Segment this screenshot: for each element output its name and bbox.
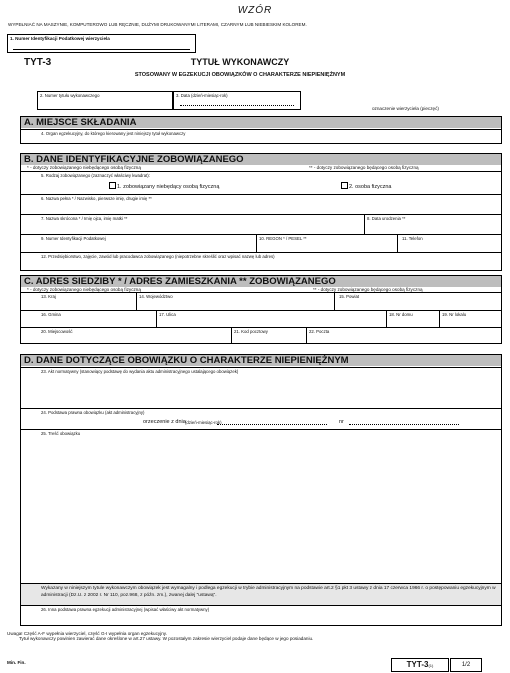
section-d-title: D. DANE DOTYCZĄCE OBOWIĄZKU O CHARAKTERZE NIEPIENIĘŻNYM bbox=[21, 355, 501, 366]
section-b bbox=[20, 153, 502, 271]
obligor-type-field bbox=[21, 171, 501, 194]
street-field[interactable] bbox=[156, 311, 386, 327]
date-label: 3. Data (dzień-miesiąc-rok) bbox=[176, 93, 228, 98]
ruling-date-input[interactable] bbox=[217, 424, 327, 425]
nip-input-line bbox=[13, 46, 190, 50]
section-a-title: A. MIEJSCE SKŁADANIA bbox=[21, 117, 501, 128]
obligation-content-label: 25. Treść obowiązku bbox=[41, 431, 81, 436]
enforcement-authority-label: 4. Organ egzekucyjny, do którego kierowany jest niniejszy tytuł wykonawczy bbox=[41, 131, 186, 136]
section-a bbox=[20, 116, 502, 144]
section-c-note-right: ** - dotyczy zobowiązanego będącego osobą fizyczną bbox=[313, 287, 423, 292]
page-number: 1/2 bbox=[450, 658, 482, 672]
short-name-row bbox=[21, 214, 501, 234]
normative-act-field[interactable] bbox=[21, 367, 501, 408]
title-number-label: 2. Numer tytułu wykonawczego bbox=[40, 93, 100, 98]
postal-code-label: 21. Kod pocztowy bbox=[234, 329, 268, 334]
footer-note-line2: Tytuł wykonawczy powinien zawierać dane określone w art.27 ustawy. W pozostałym zakresie wierzyciel podaje dane będące w jego posiadaniu. bbox=[19, 636, 314, 641]
section-c-title: C. ADRES SIEDZIBY * / ADRES ZAMIESZKANIA ** ZOBOWIĄZANEGO bbox=[21, 276, 501, 287]
obligation-content-field[interactable] bbox=[21, 429, 501, 583]
other-legal-basis-label: 26. Inna podstawa prawna egzekucji administracyjnej (wpisać właściwy akt normatywny) bbox=[41, 607, 210, 612]
county-label: 15. Powiat bbox=[339, 294, 360, 299]
footer-form-version: (1) bbox=[428, 663, 434, 668]
footer-form-code-box bbox=[391, 658, 449, 672]
enforceability-statement bbox=[21, 583, 501, 605]
birth-date-field[interactable] bbox=[364, 215, 501, 234]
footer-form-code: TYT-3 bbox=[406, 660, 429, 669]
flat-number-field[interactable] bbox=[439, 311, 501, 327]
footer-note bbox=[7, 631, 313, 641]
post-office-field[interactable] bbox=[306, 328, 501, 343]
regon-pesel-field[interactable] bbox=[256, 235, 397, 253]
id-row bbox=[21, 234, 501, 253]
ruling-number-input[interactable] bbox=[349, 424, 459, 425]
checkbox-non-natural[interactable] bbox=[109, 182, 116, 189]
option-non-natural[interactable] bbox=[109, 182, 219, 190]
footer-note-line1: Uwaga! Część A-F wypełnia wierzyciel, część G-I wypełnia organ egzekucyjny. bbox=[7, 631, 167, 636]
section-b-title: B. DANE IDENTYFIKACYJNE ZOBOWIĄZANEGO bbox=[21, 154, 501, 165]
phone-field[interactable] bbox=[397, 235, 501, 253]
ruling-number-label: nr bbox=[339, 419, 344, 425]
option-natural[interactable] bbox=[341, 182, 392, 190]
employer-label: 12. Przedsiębiorstwo, zajęcie, zawód lub pracodawca zobowiązanego (niepotrzebne skreślić oraz wpisać nazwę lub adres) bbox=[41, 254, 275, 259]
house-number-label: 18. Nr domu bbox=[389, 312, 413, 317]
other-legal-basis-field[interactable] bbox=[21, 605, 501, 625]
form-title: TYTUŁ WYKONAWCZY bbox=[190, 57, 290, 67]
option-natural-label: 2. osoba fizyczna bbox=[349, 184, 392, 190]
date-input-line bbox=[180, 105, 294, 106]
address-row-2 bbox=[21, 310, 501, 327]
wzor-label: WZÓR bbox=[237, 5, 273, 16]
phone-label: 11. Telefon bbox=[402, 236, 423, 241]
address-row-1 bbox=[21, 292, 501, 310]
full-name-label: 6. Nazwa pełna * / Nazwisko, pierwsze imię, drugie imię ** bbox=[41, 196, 152, 201]
form-code: TYT-3 bbox=[24, 57, 52, 68]
enforceability-text: Wykazany w niniejszym tytule wykonawczym obowiązek jest wymagalny i podlega egzekucji w trybie administracyjnym na podstawie art.2 §1 pkt 3 ustawy z dnia 17 czerwca 1966 r. o postępowaniu egzekucyjnym w administracji (Dz.U. z 2002 r. Nr 110, poz.968, z późn. zm.), zwanej dalej "ustawą". bbox=[41, 586, 496, 598]
nip-creditor-label: 1. Numer Identyfikacji Podatkowej wierzyciela bbox=[10, 36, 110, 41]
nip-label: 9. Numer Identyfikacji Podatkowej bbox=[41, 236, 106, 241]
postal-code-field[interactable] bbox=[231, 328, 306, 343]
checkbox-natural[interactable] bbox=[341, 182, 348, 189]
form-subtitle: STOSOWANY W EGZEKUCJI OBOWIĄZKÓW O CHARAKTERZE NIEPIENIĘŻNYM bbox=[134, 72, 346, 78]
enforcement-authority-field[interactable] bbox=[21, 129, 501, 143]
employer-field[interactable] bbox=[21, 252, 501, 270]
flat-number-label: 19. Nr lokalu bbox=[442, 312, 467, 317]
section-b-note-right: ** - dotyczy zobowiązanego będącego osobą fizyczną bbox=[309, 165, 419, 170]
birth-date-label: 8. Data urodzenia ** bbox=[367, 216, 406, 221]
address-row-3 bbox=[21, 327, 501, 343]
county-field[interactable] bbox=[334, 293, 501, 310]
section-c bbox=[20, 275, 502, 344]
legal-basis-field[interactable] bbox=[21, 408, 501, 430]
post-office-label: 22. Poczta bbox=[309, 329, 330, 334]
country-label: 13. Kraj bbox=[41, 294, 56, 299]
ministry-label: Min. Fin. bbox=[7, 660, 26, 665]
short-name-label: 7. Nazwa skrócona * / Imię ojca, imię matki ** bbox=[41, 216, 128, 221]
section-b-note-left: * - dotyczy zobowiązanego niebędącego osobą fizyczną bbox=[27, 165, 141, 170]
legal-basis-label: 24. Podstawa prawna obowiązku (akt administracyjny) bbox=[41, 410, 145, 415]
voivodeship-field[interactable] bbox=[136, 293, 334, 310]
section-d bbox=[20, 354, 502, 626]
street-label: 17. Ulica bbox=[159, 312, 176, 317]
ruling-date-hint: (dzień-miesiąc-rok) bbox=[185, 420, 222, 425]
commune-label: 16. Gmina bbox=[41, 312, 61, 317]
nip-creditor-field[interactable] bbox=[7, 34, 196, 53]
instruction-text: WYPEŁNIAĆ NA MASZYNIE, KOMPUTEROWO LUB RĘCZNIE, DUŻYMI DRUKOWANYMI LITERAMI, CZARNYM LUB NIEBIESKIM KOLOREM. bbox=[8, 22, 307, 27]
option-non-natural-label: 1. zobowiązany niebędący osobą fizyczną bbox=[117, 184, 220, 190]
voivodeship-label: 14. Województwo bbox=[139, 294, 173, 299]
obligor-type-label: 5. Rodzaj zobowiązanego (zaznaczyć właściwy kwadrat): bbox=[41, 173, 150, 178]
section-c-note-left: * - dotyczy zobowiązanego niebędącego osobą fizyczną bbox=[27, 287, 141, 292]
date-field[interactable] bbox=[173, 91, 301, 110]
normative-act-label: 23. Akt normatywny (stanowiący podstawę do wydania aktu administracyjnego ustalającego obowiązek) bbox=[41, 369, 239, 374]
full-name-field[interactable] bbox=[21, 194, 501, 214]
ruling-date-label: orzeczenie z dnia bbox=[143, 419, 186, 425]
regon-pesel-label: 10. REGON * / PESEL ** bbox=[259, 236, 307, 241]
house-number-field[interactable] bbox=[386, 311, 439, 327]
title-number-field[interactable] bbox=[37, 91, 173, 110]
city-label: 20. Miejscowość bbox=[41, 329, 73, 334]
creditor-stamp-label: oznaczenie wierzyciela (pieczęć) bbox=[372, 106, 439, 111]
